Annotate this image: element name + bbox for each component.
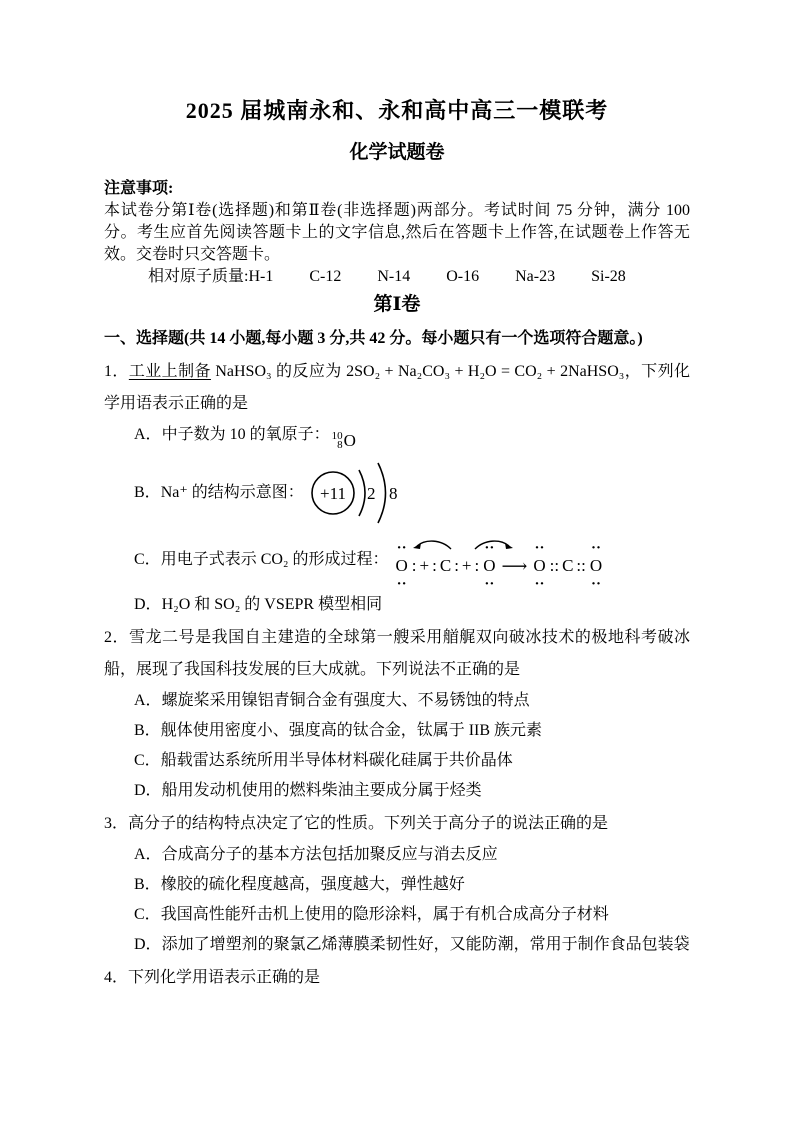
isotope-atomic-number: 8 bbox=[337, 439, 343, 451]
question-3-option-d bbox=[104, 930, 690, 960]
electron-pair: : bbox=[454, 556, 459, 575]
curved-arrow-left-icon bbox=[411, 539, 453, 551]
question-3-option-a bbox=[104, 840, 690, 870]
oxygen-with-lone-pairs: ·· O ·· bbox=[395, 551, 409, 581]
question-4 bbox=[104, 962, 690, 994]
question-2-text: 雪龙二号是我国自主建造的全球第一艘采用艏艉双向破冰技术的极地科考破冰船，展现了我国科技发展的巨大成就。下列说法不正确的是 bbox=[104, 629, 690, 678]
isotope-numbers bbox=[332, 432, 343, 450]
question-1-option-c bbox=[104, 536, 690, 584]
plus-sign: + bbox=[419, 556, 430, 575]
electron-shell-arc bbox=[378, 463, 386, 523]
question-2 bbox=[104, 622, 690, 806]
chem-formula-nahso3: NaHSO₃ bbox=[215, 363, 272, 380]
atomic-mass-line bbox=[104, 266, 690, 288]
page-title: 2025 届城南永和、永和高中高三一模联考 bbox=[185, 98, 609, 123]
atomic-mass-item: H-1 bbox=[248, 268, 274, 285]
question-2-option-a bbox=[104, 686, 690, 716]
option-c-label: C． bbox=[134, 906, 161, 923]
question-1-underlined-text: 工业上制备 bbox=[128, 363, 211, 380]
option-c-text: 用电子式表示 CO₂ 的形成过程： bbox=[160, 551, 389, 568]
option-d-label: D． bbox=[134, 782, 162, 799]
chem-equation: 2SO₂ + Na₂CO₃ + H₂O = CO₂ + 2NaHSO₃ bbox=[346, 363, 625, 380]
electron-dot-formula bbox=[395, 539, 604, 581]
notice-body: 本试卷分第Ⅰ卷(选择题)和第Ⅱ卷(非选择题)两部分。考试时间 75 分钟，满分 100 分。考生应首先阅读答题卡上的文字信息,然后在答题卡上作答,在试题卷上作答无效。交卷时只交答题卡。 bbox=[104, 202, 690, 263]
question-3-number: 3． bbox=[104, 815, 129, 832]
electron-pair: : bbox=[432, 556, 437, 575]
option-b-text: Na⁺ 的结构示意图： bbox=[160, 484, 304, 501]
notice-heading: 注意事项: bbox=[104, 180, 174, 197]
option-d-text: H₂O 和 SO₂ 的 VSEPR 模型相同 bbox=[161, 596, 383, 613]
question-2-stem bbox=[104, 622, 690, 686]
option-c-label: C． bbox=[134, 551, 161, 568]
option-c-text: 我国高性能歼击机上使用的隐形涂料，属于有机合成高分子材料 bbox=[160, 906, 609, 923]
question-1-option-d bbox=[104, 590, 690, 620]
option-b-label: B． bbox=[134, 722, 161, 739]
option-a-text: 合成高分子的基本方法包括加聚反应与消去反应 bbox=[161, 846, 498, 863]
option-b-label: B． bbox=[134, 484, 161, 501]
question-1-end-text: ，下列化学用语表示正确的是 bbox=[104, 363, 690, 412]
isotope-mass-number: 10 bbox=[331, 430, 343, 442]
question-1-number: 1． bbox=[104, 363, 129, 380]
question-2-number: 2． bbox=[104, 629, 130, 646]
option-a-text: 螺旋桨采用镍铝青铜合金有强度大、不易锈蚀的特点 bbox=[161, 692, 530, 709]
option-a-label: A． bbox=[134, 426, 162, 443]
nucleus-charge: +11 bbox=[319, 484, 346, 503]
question-1-stem bbox=[104, 356, 690, 420]
option-b-text: 橡胶的硫化程度越高，强度越大，弹性越好 bbox=[160, 876, 465, 893]
electron-pair: : bbox=[474, 556, 480, 575]
option-a-label: A． bbox=[134, 692, 162, 709]
atomic-mass-item: C-12 bbox=[309, 268, 342, 285]
question-1-mid-text: 的反应为 bbox=[276, 363, 342, 380]
isotope-notation bbox=[330, 426, 356, 456]
question-3 bbox=[104, 808, 690, 960]
question-2-option-b bbox=[104, 716, 690, 746]
option-a-label: A． bbox=[134, 846, 162, 863]
question-3-option-b bbox=[104, 870, 690, 900]
question-1-option-b bbox=[104, 456, 690, 530]
atomic-mass-item: N-14 bbox=[377, 268, 411, 285]
atomic-mass-item: Na-23 bbox=[515, 268, 556, 285]
carbon-atom: C bbox=[562, 556, 574, 575]
question-4-text: 下列化学用语表示正确的是 bbox=[128, 969, 321, 986]
question-3-stem bbox=[104, 808, 690, 840]
option-c-label: C． bbox=[134, 752, 161, 769]
isotope-element-symbol: O bbox=[343, 431, 356, 450]
question-4-stem bbox=[104, 962, 690, 994]
atomic-mass-label: 相对原子质量: bbox=[148, 268, 249, 285]
option-d-label: D． bbox=[134, 596, 162, 613]
option-c-text: 船载雷达系统所用半导体材料碳化硅属于共价晶体 bbox=[160, 752, 513, 769]
option-d-text: 船用发动机使用的燃料柴油主要成分属于烃类 bbox=[161, 782, 482, 799]
electron-shell-arc bbox=[359, 470, 365, 516]
atomic-mass-item: Si-28 bbox=[591, 268, 626, 285]
carbon-atom: C bbox=[439, 556, 452, 575]
question-2-option-d bbox=[104, 776, 690, 806]
oxygen-with-lone-pairs: ·· O ·· bbox=[532, 551, 546, 581]
section1-heading: 第Ⅰ卷 bbox=[373, 294, 421, 315]
page-subtitle: 化学试题卷 bbox=[349, 142, 445, 163]
question-1-option-a bbox=[104, 420, 690, 456]
option-d-label: D． bbox=[134, 936, 162, 953]
shell2-electrons: 8 bbox=[388, 484, 398, 503]
section1-instructions: 一、选择题(共 14 小题,每小题 3 分,共 42 分。每小题只有一个选项符合题意。) bbox=[104, 330, 643, 347]
question-4-number: 4． bbox=[104, 969, 129, 986]
shell1-electrons: 2 bbox=[366, 484, 376, 503]
option-b-label: B． bbox=[134, 876, 161, 893]
atomic-mass-item: O-16 bbox=[446, 268, 480, 285]
question-3-option-c bbox=[104, 900, 690, 930]
oxygen-with-lone-pairs: ·· O ·· bbox=[589, 551, 603, 581]
option-b-text: 舰体使用密度小、强度高的钛合金，钛属于 IIB 族元素 bbox=[160, 722, 543, 739]
option-d-text: 添加了增塑剂的聚氯乙烯薄膜柔韧性好，又能防潮，常用于制作食品包装袋 bbox=[161, 936, 690, 953]
bonding-pairs: :: bbox=[576, 556, 586, 575]
plus-sign: + bbox=[461, 556, 472, 575]
reaction-arrow: ⟶ bbox=[501, 556, 528, 576]
bonding-pairs: :: bbox=[549, 556, 560, 575]
question-3-text: 高分子的结构特点决定了它的性质。下列关于高分子的说法正确的是 bbox=[128, 815, 609, 832]
atomic-structure-diagram bbox=[308, 456, 404, 530]
question-2-option-c bbox=[104, 746, 690, 776]
question-1 bbox=[104, 356, 690, 620]
option-a-text: 中子数为 10 的氧原子： bbox=[161, 426, 330, 443]
oxygen-with-lone-pairs: ·· O ·· bbox=[482, 551, 496, 581]
electron-pair: : bbox=[411, 556, 417, 575]
